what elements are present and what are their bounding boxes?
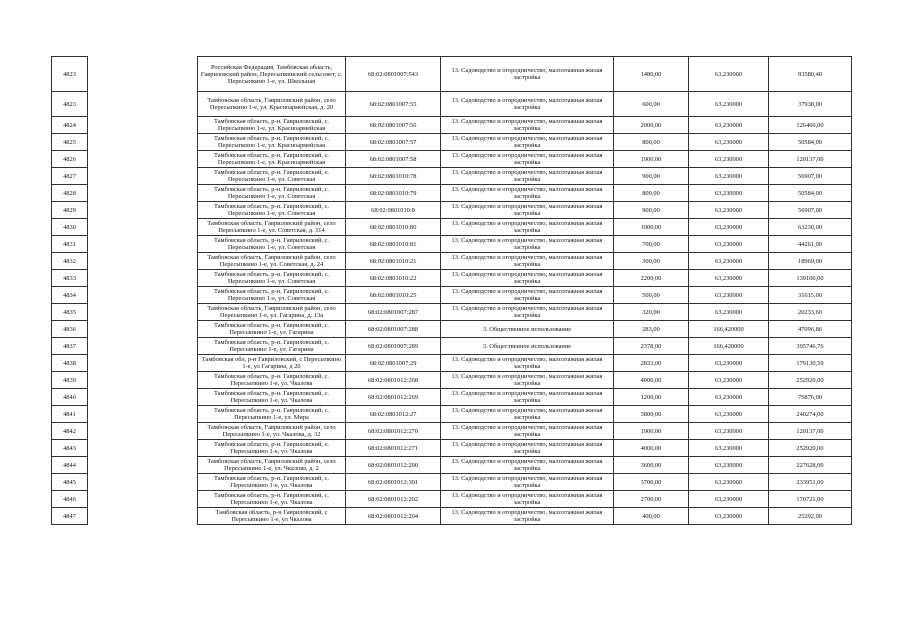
value-cell: 126460,00 (769, 117, 852, 134)
table-row (52, 321, 852, 338)
address-cell: Тамбовская область, р-н. Гавриловский, с. Пересыпкино 1-е, ул. Чкалова (198, 372, 346, 389)
area-cell: 283,00 (614, 321, 689, 338)
row-number: 4843 (52, 440, 88, 457)
area-cell: 3800,00 (614, 406, 689, 423)
table-row (52, 202, 852, 219)
row-number: 4840 (52, 389, 88, 406)
value-cell: 50584,00 (769, 134, 852, 151)
cadastral-number-cell: 68:02:0801010:22 (346, 270, 441, 287)
rate-cell: 63,230000 (689, 185, 769, 202)
cadastral-number-cell: 68:02:0801012:270 (346, 423, 441, 440)
rate-cell: 63,230000 (689, 304, 769, 321)
rate-cell: 63,230000 (689, 372, 769, 389)
land-use-cell: 13. Садоводство и огородничество, малоэтажная жилая застройка (441, 304, 614, 321)
row-number: 4831 (52, 236, 88, 253)
address-cell: Тамбовская обл, р-н Гавриловский, с Пересыпкино 1-е, ул Гагарина, д 20 (198, 355, 346, 372)
land-use-cell: 13. Садоводство и огородничество, малоэтажная жилая застройка (441, 423, 614, 440)
area-cell: 2200,00 (614, 270, 689, 287)
table-row (52, 168, 852, 185)
cadastral-number-cell: 68:02:0801007:57 (346, 134, 441, 151)
land-use-cell: 13. Садоводство и огородничество, малоэтажная жилая застройка (441, 372, 614, 389)
address-cell: Тамбовская область, р-н. Гавриловский, с. Пересыпкино 1-е, ул. Советская (198, 270, 346, 287)
address-cell: Тамбовская область, р-н. Гавриловский, с. Пересыпкино 1-е, ул. Красноармейская (198, 134, 346, 151)
area-cell: 3700,00 (614, 474, 689, 491)
blank-cell (88, 92, 198, 117)
area-cell: 700,00 (614, 236, 689, 253)
value-cell: 252920,00 (769, 372, 852, 389)
value-cell: 31615,00 (769, 287, 852, 304)
row-number: 4839 (52, 372, 88, 389)
area-cell: 300,00 (614, 253, 689, 270)
cadastral-number-cell: 68:02:0801010:21 (346, 253, 441, 270)
area-cell: 2700,00 (614, 491, 689, 508)
land-use-cell: 3. Общественное использование (441, 321, 614, 338)
blank-cell (88, 134, 198, 151)
land-use-cell: 13. Садоводство и огородничество, малоэтажная жилая застройка (441, 389, 614, 406)
rate-cell: 63,230000 (689, 457, 769, 474)
blank-cell (88, 168, 198, 185)
land-use-cell: 13. Садоводство и огородничество, малоэтажная жилая застройка (441, 134, 614, 151)
rate-cell: 63,230000 (689, 117, 769, 134)
address-cell: Тамбовская область, Гавриловский район, село Пересыпкино 1-е, ул. Гагарина, д. 13а (198, 304, 346, 321)
rate-cell: 63,230000 (689, 508, 769, 525)
value-cell: 50584,00 (769, 185, 852, 202)
table-row (52, 304, 852, 321)
land-use-cell: 13. Садоводство и огородничество, малоэтажная жилая застройка (441, 151, 614, 168)
rate-cell: 63,230000 (689, 440, 769, 457)
value-cell: 227628,00 (769, 457, 852, 474)
table-row (52, 372, 852, 389)
rate-cell: 63,230000 (689, 151, 769, 168)
land-use-cell: 13. Садоводство и огородничество, малоэтажная жилая застройка (441, 168, 614, 185)
address-cell: Тамбовская область, Гавриловский район, село Пересыпкино 1-е, ул. Красноармейская, д. 20 (198, 92, 346, 117)
blank-cell (88, 287, 198, 304)
blank-cell (88, 491, 198, 508)
land-use-cell: 13. Садоводство и огородничество, малоэтажная жилая застройка (441, 287, 614, 304)
cadastral-number-cell: 68:02:0801010:79 (346, 185, 441, 202)
blank-cell (88, 304, 198, 321)
value-cell: 170721,00 (769, 491, 852, 508)
land-use-cell: 13. Садоводство и огородничество, малоэтажная жилая застройка (441, 474, 614, 491)
address-cell: Тамбовская область, р-н. Гавриловский, с. Пересыпкино 1-е, ул. Чкалова (198, 491, 346, 508)
address-cell: Тамбовская область, Гавриловский район, село Пересыпкино 1-е, ул. Чкалова, д. 32 (198, 423, 346, 440)
cadastral-number-cell: 68:02:0801012:27 (346, 406, 441, 423)
cadastral-number-cell: 68:02:0801007:288 (346, 321, 441, 338)
land-use-cell: 13. Садоводство и огородничество, малоэтажная жилая застройка (441, 270, 614, 287)
row-number: 4824 (52, 117, 88, 134)
rate-cell: 63,230000 (689, 57, 769, 92)
area-cell: 600,00 (614, 92, 689, 117)
land-use-cell: 13. Садоводство и огородничество, малоэтажная жилая застройка (441, 440, 614, 457)
row-number: 4827 (52, 168, 88, 185)
blank-cell (88, 185, 198, 202)
value-cell: 120137,00 (769, 151, 852, 168)
address-cell: Тамбовская область, р-н. Гавриловский, с. Пересыпкино 1-е, ул. Красноармейская (198, 117, 346, 134)
cadastral-number-cell: 68:02:0801007:289 (346, 338, 441, 355)
address-cell: Тамбовская область, Гавриловский район, село Пересыпкино 1-е, ул. Чкалова, д. 2 (198, 457, 346, 474)
rate-cell: 166,420000 (689, 321, 769, 338)
land-use-cell: 13. Садоводство и огородничество, малоэтажная жилая застройка (441, 253, 614, 270)
value-cell: 395746,76 (769, 338, 852, 355)
value-cell: 44261,00 (769, 236, 852, 253)
row-number: 4830 (52, 219, 88, 236)
cadastral-number-cell: 68:02:0801007:56 (346, 117, 441, 134)
rate-cell: 63,230000 (689, 202, 769, 219)
rate-cell: 63,230000 (689, 253, 769, 270)
cadastral-number-cell: 68:02:0801012:202 (346, 491, 441, 508)
table-row (52, 287, 852, 304)
area-cell: 400,00 (614, 508, 689, 525)
cadastral-number-cell: 68:02:0801012:268 (346, 372, 441, 389)
value-cell: 240274,00 (769, 406, 852, 423)
area-cell: 900,00 (614, 202, 689, 219)
land-use-cell: 13. Садоводство и огородничество, малоэтажная жилая застройка (441, 508, 614, 525)
address-cell: Тамбовская область, р-н. Гавриловский, с. Пересыпкино 1-е, ул. Чкалова (198, 474, 346, 491)
row-number: 4835 (52, 304, 88, 321)
land-use-cell: 13. Садоводство и огородничество, малоэтажная жилая застройка (441, 185, 614, 202)
land-use-cell: 13. Садоводство и огородничество, малоэтажная жилая застройка (441, 406, 614, 423)
cadastral-number-cell: 68:02:0801010:81 (346, 236, 441, 253)
area-cell: 2833,00 (614, 355, 689, 372)
value-cell: 179130,59 (769, 355, 852, 372)
blank-cell (88, 372, 198, 389)
cadastral-number-cell: 68:02:0801007:29 (346, 355, 441, 372)
table-row (52, 406, 852, 423)
rate-cell: 63,230000 (689, 406, 769, 423)
rate-cell: 63,230000 (689, 219, 769, 236)
blank-cell (88, 117, 198, 134)
blank-cell (88, 321, 198, 338)
address-cell: Тамбовская область, р-н. Гавриловский, с. Пересыпкино 1-е, ул. Советская (198, 185, 346, 202)
address-cell: Тамбовская область, Гавриловский район, село Пересыпкино 1-е, ул. Советская, д. 114 (198, 219, 346, 236)
row-number: 4837 (52, 338, 88, 355)
table-row (52, 440, 852, 457)
land-use-cell: 13. Садоводство и огородничество, малоэтажная жилая застройка (441, 202, 614, 219)
land-use-cell: 13. Садоводство и огородничество, малоэтажная жилая застройка (441, 236, 614, 253)
address-cell: Тамбовская область, р-н. Гавриловский, с. Пересыпкино 1-е, ул. Гагарина (198, 338, 346, 355)
rate-cell: 63,230000 (689, 474, 769, 491)
land-use-cell: 13. Садоводство и огородничество, малоэтажная жилая застройка (441, 92, 614, 117)
cadastral-number-cell: 68:02:0801010:8 (346, 202, 441, 219)
address-cell: Тамбовская область, р-н. Гавриловский, с. Пересыпкино 1-е, ул. Советская (198, 287, 346, 304)
blank-cell (88, 508, 198, 525)
address-cell: Тамбовская область, р-н. Гавриловский, с. Пересыпкино 1-е, ул. Мира (198, 406, 346, 423)
area-cell: 900,00 (614, 168, 689, 185)
land-use-cell: 13. Садоводство и огородничество, малоэтажная жилая застройка (441, 219, 614, 236)
cadastral-number-cell: 68:02:0801010:80 (346, 219, 441, 236)
area-cell: 2378,00 (614, 338, 689, 355)
value-cell: 56907,00 (769, 202, 852, 219)
land-use-cell: 13. Садоводство и огородничество, малоэтажная жилая застройка (441, 57, 614, 92)
area-cell: 1000,00 (614, 219, 689, 236)
land-use-cell: 13. Садоводство и огородничество, малоэтажная жилая застройка (441, 491, 614, 508)
value-cell: 63230,00 (769, 219, 852, 236)
address-cell: Тамбовская область, р-н. Гавриловский, с. Пересыпкино 1-е, ул. Красноармейская (198, 151, 346, 168)
table-row (52, 389, 852, 406)
address-cell: Тамбовская область, р-н. Гавриловский, с. Пересыпкино 1-е, ул. Советская (198, 236, 346, 253)
rate-cell: 166,420000 (689, 338, 769, 355)
blank-cell (88, 406, 198, 423)
row-number: 4829 (52, 202, 88, 219)
land-use-cell: 13. Садоводство и огородничество, малоэтажная жилая застройка (441, 117, 614, 134)
value-cell: 20233,60 (769, 304, 852, 321)
row-number: 4844 (52, 457, 88, 474)
blank-cell (88, 338, 198, 355)
cadastral-number-cell: 68:02:0801012:200 (346, 457, 441, 474)
table-row (52, 508, 852, 525)
address-cell: Тамбовская область, р-н. Гавриловский, с. Пересыпкино 1-е, ул. Чкалова (198, 389, 346, 406)
row-number: 4847 (52, 508, 88, 525)
cadastral-number-cell: 68:02:0801007:287 (346, 304, 441, 321)
land-use-cell: 13. Садоводство и огородничество, малоэтажная жилая застройка (441, 457, 614, 474)
rate-cell: 63,230000 (689, 491, 769, 508)
address-cell: Тамбовская область, Гавриловский район, село Пересыпкино 1-е, ул. Советская, д. 24 (198, 253, 346, 270)
rate-cell: 63,230000 (689, 423, 769, 440)
value-cell: 18969,00 (769, 253, 852, 270)
table-row (52, 117, 852, 134)
cadastral-number-cell: 68:02:0801010:25 (346, 287, 441, 304)
table-row (52, 491, 852, 508)
blank-cell (88, 474, 198, 491)
rate-cell: 63,230000 (689, 168, 769, 185)
rate-cell: 63,230000 (689, 355, 769, 372)
row-number: 4823 (52, 57, 88, 92)
cadastral-number-cell: 68:02:0801012:271 (346, 440, 441, 457)
row-number: 4833 (52, 270, 88, 287)
row-number: 4842 (52, 423, 88, 440)
row-number: 4846 (52, 491, 88, 508)
table-row (52, 355, 852, 372)
value-cell: 25292,00 (769, 508, 852, 525)
table-row (52, 423, 852, 440)
rate-cell: 63,230000 (689, 236, 769, 253)
row-number: 4826 (52, 151, 88, 168)
address-cell: Тамбовская область, р-н Гавриловский, с Пересыпкино 1-е, ул Чкалова (198, 508, 346, 525)
value-cell: 37938,00 (769, 92, 852, 117)
rate-cell: 63,230000 (689, 389, 769, 406)
land-use-cell: 13. Садоводство и огородничество, малоэтажная жилая застройка (441, 355, 614, 372)
rate-cell: 63,230000 (689, 270, 769, 287)
blank-cell (88, 389, 198, 406)
area-cell: 1900,00 (614, 151, 689, 168)
table-row (52, 474, 852, 491)
cadastral-number-cell: 68:02:0801007:55 (346, 92, 441, 117)
cadastral-number-cell: 68:02:0801010:78 (346, 168, 441, 185)
value-cell: 56907,00 (769, 168, 852, 185)
row-number: 4838 (52, 355, 88, 372)
rate-cell: 63,230000 (689, 92, 769, 117)
table-row (52, 151, 852, 168)
area-cell: 320,00 (614, 304, 689, 321)
row-number: 4832 (52, 253, 88, 270)
blank-cell (88, 423, 198, 440)
row-number: 4836 (52, 321, 88, 338)
area-cell: 1900,00 (614, 423, 689, 440)
area-cell: 3600,00 (614, 457, 689, 474)
row-number: 4834 (52, 287, 88, 304)
value-cell: 120137,00 (769, 423, 852, 440)
blank-cell (88, 57, 198, 92)
address-cell: Тамбовская область, р-н. Гавриловский, с. Пересыпкино 1-е, ул. Гагарина (198, 321, 346, 338)
cadastral-value-table (51, 56, 852, 525)
blank-cell (88, 236, 198, 253)
blank-cell (88, 219, 198, 236)
value-cell: 139106,00 (769, 270, 852, 287)
blank-cell (88, 202, 198, 219)
rate-cell: 63,230000 (689, 287, 769, 304)
area-cell: 4000,00 (614, 440, 689, 457)
cadastral-number-cell: 68:02:0801012:301 (346, 474, 441, 491)
table-row (52, 92, 852, 117)
table-body (52, 57, 852, 525)
value-cell: 75876,00 (769, 389, 852, 406)
blank-cell (88, 253, 198, 270)
table-row (52, 134, 852, 151)
area-cell: 2000,00 (614, 117, 689, 134)
cadastral-number-cell: 68:02:0801007:58 (346, 151, 441, 168)
blank-cell (88, 457, 198, 474)
rate-cell: 63,230000 (689, 134, 769, 151)
area-cell: 1480,00 (614, 57, 689, 92)
row-number: 4828 (52, 185, 88, 202)
address-cell: Тамбовская область, р-н. Гавриловский, с. Пересыпкино 1-е, ул. Советская (198, 168, 346, 185)
row-number: 4825 (52, 134, 88, 151)
row-number: 4841 (52, 406, 88, 423)
value-cell: 93580,40 (769, 57, 852, 92)
area-cell: 4000,00 (614, 372, 689, 389)
blank-cell (88, 440, 198, 457)
value-cell: 47096,86 (769, 321, 852, 338)
table-row (52, 457, 852, 474)
cadastral-number-cell: 68:02:0801007:543 (346, 57, 441, 92)
table-row (52, 219, 852, 236)
table-row (52, 270, 852, 287)
cadastral-number-cell: 68:02:0801012:269 (346, 389, 441, 406)
blank-cell (88, 355, 198, 372)
value-cell: 233951,00 (769, 474, 852, 491)
table-row (52, 253, 852, 270)
table-row (52, 338, 852, 355)
area-cell: 800,00 (614, 134, 689, 151)
value-cell: 252920,00 (769, 440, 852, 457)
land-use-cell: 3. Общественное использование (441, 338, 614, 355)
table-row (52, 185, 852, 202)
row-number: 4845 (52, 474, 88, 491)
address-cell: Тамбовская область, р-н. Гавриловский, с. Пересыпкино 1-е, ул. Чкалова (198, 440, 346, 457)
cadastral-number-cell: 68:02:0801012:204 (346, 508, 441, 525)
table-row (52, 57, 852, 92)
area-cell: 800,00 (614, 185, 689, 202)
area-cell: 1200,00 (614, 389, 689, 406)
blank-cell (88, 270, 198, 287)
row-number: 4823 (52, 92, 88, 117)
blank-cell (88, 151, 198, 168)
address-cell: Тамбовская область, р-н. Гавриловский, с. Пересыпкино 1-е, ул. Советская (198, 202, 346, 219)
address-cell: Российская Федерация, Тамбовская область, Гавриловский район, Пересыпкинский сельсовет, с. Пересыпкино 1-е, ул. Школьная (198, 57, 346, 92)
table-row (52, 236, 852, 253)
area-cell: 500,00 (614, 287, 689, 304)
